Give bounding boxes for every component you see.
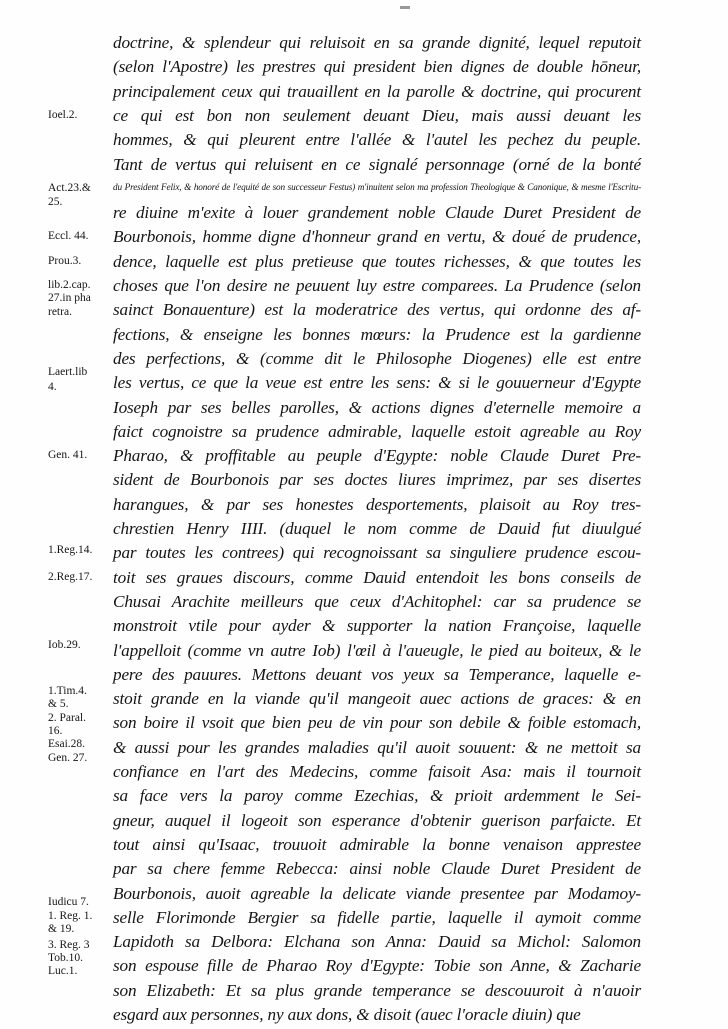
margin-reference: Iob.29. (48, 638, 81, 651)
text-line: Bourbonois, homme digne d'honneur grand en vertu, & doué de prudence, (113, 227, 641, 247)
text-line: chrestien Henry IIII. (duquel le nom comme de Dauid fut diuulgué (113, 519, 641, 538)
text-line: pere des pauures. Mettons deuant vos yeux sa Temperance, laquelle e- (113, 664, 641, 684)
margin-reference: Ioel.2. (48, 108, 78, 121)
margin-reference: Eccl. 44. (48, 230, 89, 243)
text-line: tout ainsi qu'Isaac, trouuoit admirable la bonne venaison apprestee (113, 834, 641, 854)
text-line: des perfections, & (comme dit le Philosophe Diogenes) elle est entre (113, 348, 641, 368)
text-line: & aussi pour les grandes maladies qu'il auoit souuent: & ne mettoit sa (113, 737, 641, 757)
text-line: esgard aux personnes, ny aux dons, & disoit (auec l'oracle diuin) que (113, 1005, 581, 1024)
text-line: stoit grande en la viande qu'il mangeoit auec actions de graces: & en (113, 689, 641, 709)
text-line: choses que l'on desire ne peuuent luy estre comparees. La Prudence (selon (113, 276, 641, 295)
text-line: son boire il vsoit que bien peu de vin pour son debile & foible estomach, (113, 713, 641, 733)
text-line: ce qui est bon non seulement deuant Dieu, mais aussi deuant les (113, 105, 641, 125)
text-line: harangues, & par ses honestes desportements, plaisoit au Roy tres- (113, 494, 641, 514)
margin-reference: Prou.3. (48, 254, 82, 267)
text-line: (selon l'Apostre) les prestres qui president bien dignes de double hōneur, (113, 57, 641, 77)
text-line: faict cognoistre sa prudence admirable, laquelle estoit agreable au Roy (113, 421, 641, 441)
text-line: Tant de vertus qui reluisent en ce signalé personnage (orné de la bonté (113, 154, 641, 174)
margin-reference: 25. (48, 196, 63, 209)
text-line: gneur, auquel il logeoit son esperance d'obtenir guerison parfaicte. Et (113, 810, 641, 830)
margin-reference: lib.2.cap. (48, 279, 91, 291)
text-line: hommes, & qui pleurent entre l'allée & l'autel les pechez du peuple. (113, 130, 641, 150)
text-line: toit ses graues discours, comme Dauid entendoit les bons conseils de (113, 567, 641, 587)
text-line: par toutes les contrees) qui recognoissant sa singuliere prudence escou- (113, 543, 641, 563)
margin-reference: Laert.lib (48, 366, 88, 379)
margin-reference: Gen. 27. (48, 751, 88, 764)
text-line: monstroit vtile pour ayder & supporter la nation Françoise, laquelle (113, 616, 641, 636)
margin-reference: retra. (48, 305, 72, 318)
text-line: l'appelloit (comme vn autre Iob) l'œil à l'aueugle, le pied au boiteux, & le (113, 640, 641, 660)
text-line: confiance en l'art des Medecins, comme faisoit Asa: mais il tournoit (113, 762, 641, 781)
text-line: Bourbonois, auoit agreable la delicate viande presentee par Modamoy- (113, 883, 641, 903)
text-line: du President Felix, & honoré de l'equité de son successeur Festus) m'inuitent selon ma profession Theologique & Canonique, & mesme l'Escritu- (113, 182, 641, 193)
margin-reference: Act.23.& (48, 181, 91, 194)
margin-reference: 2.Reg.17. (48, 570, 93, 583)
text-line: par sa chere femme Rebecca: ainsi noble Claude Duret President de (113, 859, 641, 879)
text-line: dence, laquelle est plus pretieuse que toutes richesses, & que toutes les (113, 251, 641, 271)
ink-blot (400, 6, 410, 9)
text-line: doctrine, & splendeur qui reluisoit en sa grande dignité, lequel reputoit (113, 33, 641, 52)
text-line: Chusai Arachite meilleurs que ceux d'Achitophel: car sa prudence se (113, 591, 641, 611)
text-line: les vertus, ce que la veue est entre les sens: & si le gouuerneur d'Egypte (113, 373, 641, 393)
text-line: sa face vers la paroy comme Ezechias, & prioit ardemment le Sei- (113, 786, 641, 806)
margin-reference: Gen. 41. (48, 449, 88, 462)
margin-reference: & 5. (48, 698, 69, 711)
margin-reference: 16. (48, 724, 63, 737)
margin-reference: Iudicu 7. (48, 896, 89, 909)
text-line: principalement ceux qui trauaillent en la parolle & doctrine, qui procurent (113, 81, 641, 101)
text-line: Pharao, & proffitable au peuple d'Egypte: noble Claude Duret Pre- (113, 446, 641, 466)
margin-reference: & 19. (48, 922, 75, 935)
margin-reference: 3. Reg. 3 (48, 938, 90, 951)
text-line: sainct Bonauenture) est la moderatrice des vertus, qui ordonne des af- (113, 300, 641, 320)
text-line: fections, & enseigne les bonnes mœurs: la Prudence est la gardienne (113, 324, 641, 344)
margin-reference: Luc.1. (48, 965, 78, 978)
text-line: selle Florimonde Bergier sa fidelle partie, laquelle il aymoit comme (113, 907, 641, 927)
margin-reference: 2. Paral. (48, 711, 87, 724)
text-line: son Elizabeth: Et sa plus grande temperance se descouuroit à n'auoir (113, 980, 641, 1000)
text-line: Lapidoth sa Delbora: Elchana son Anna: Dauid sa Michol: Salomon (113, 932, 641, 952)
margin-reference: Esai.28. (48, 738, 86, 751)
margin-reference: 27.in pha (48, 292, 91, 305)
text-line: re diuine m'exite à louer grandement noble Claude Duret President de (113, 203, 641, 223)
text-line: sident de Bourbonois par ses doctes liures imprimez, par ses disertes (113, 470, 641, 490)
margin-reference: 1.Tim.4. (48, 684, 87, 697)
margin-reference: 1.Reg.14. (48, 543, 93, 556)
text-line: Ioseph par ses belles parolles, & actions dignes d'eternelle memoire a (113, 397, 641, 417)
margin-reference: Tob.10. (48, 952, 83, 965)
margin-reference: 1. Reg. 1. (48, 909, 93, 922)
text-line: son espouse fille de Pharao Roy d'Egypte: Tobie son Anne, & Zacharie (113, 956, 641, 976)
margin-reference: 4. (48, 381, 57, 394)
